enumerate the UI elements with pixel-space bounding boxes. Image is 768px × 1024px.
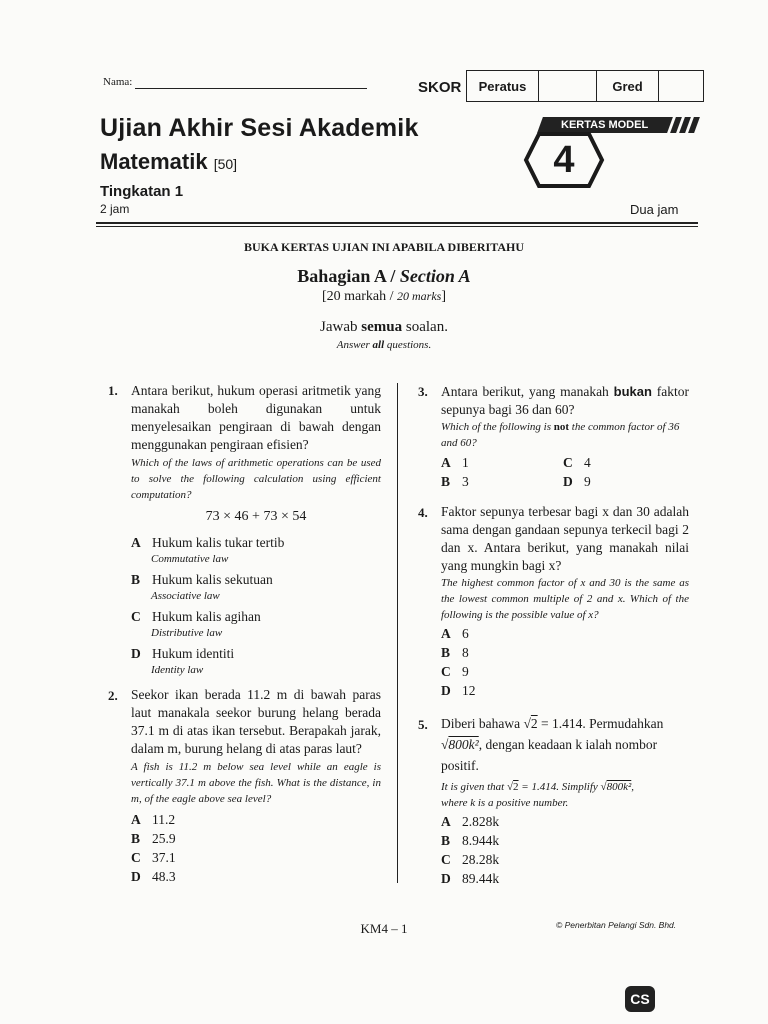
option-a[interactable]: A 6 — [441, 626, 469, 641]
option-c[interactable]: C 28.28k — [441, 852, 500, 867]
option-b[interactable]: B 25.9 — [131, 831, 176, 846]
question-2 — [131, 686, 381, 886]
option-c[interactable]: C 9 — [441, 664, 469, 679]
option-c[interactable]: C Hukum kalis agihan — [131, 609, 261, 624]
instruction-ms: Jawab semua soalan. — [320, 319, 448, 335]
option-d[interactable]: D 12 — [441, 683, 476, 698]
option-c[interactable]: C 37.1 — [131, 850, 176, 865]
model-paper-banner: KERTAS MODEL — [537, 117, 673, 133]
column-divider — [397, 383, 398, 883]
form-level: Tingkatan 1 — [100, 183, 184, 200]
question-text: Diberi bahawa √2 = 1.414. Permudahkan √800k², dengan keadaan k ialah nombor positif. — [441, 716, 664, 773]
option-b[interactable]: B 3 — [441, 474, 469, 489]
option-d[interactable]: D Hukum identiti — [131, 646, 235, 661]
question-4 — [441, 503, 689, 700]
question-text-en: The highest common factor of x and 30 is the same as the lowest common multiple of 2 and x. Which of the following is the possible value of x? — [441, 577, 689, 621]
header-rule — [96, 222, 698, 224]
subject-title: Matematik [50] — [100, 149, 238, 174]
option-b[interactable]: B 8 — [441, 645, 469, 660]
copyright: © Penerbitan Pelangi Sdn. Bhd. — [556, 920, 677, 930]
option-a[interactable]: A 1 — [441, 455, 469, 470]
question-1 — [131, 382, 381, 677]
question-number: 4. — [418, 505, 428, 520]
question-5 — [441, 713, 691, 888]
score-label: SKOR — [418, 79, 462, 96]
question-text-en: A fish is 11.2 m below sea level while an eagle is vertically 37.1 m above the fish. What is the distance, in m, of the eagle above sea level? — [131, 761, 381, 805]
option-d[interactable]: D 9 — [563, 474, 591, 489]
option-c-en: Distributive law — [151, 627, 223, 639]
section-marks: [20 markah / 20 marks] — [321, 289, 447, 304]
grade-box[interactable] — [659, 71, 702, 101]
duration-right: Dua jam — [630, 202, 679, 217]
option-a[interactable]: A Hukum kalis tukar tertib — [131, 535, 285, 550]
question-number: 1. — [108, 383, 118, 398]
square-root-symbol: √ — [523, 716, 531, 731]
section-title: Bahagian A / Section A — [297, 266, 471, 286]
question-number: 2. — [108, 688, 118, 703]
question-3 — [441, 383, 689, 491]
question-text-en: Which of the following is not the common factor of 36 and 60? — [441, 421, 680, 449]
option-b[interactable]: B Hukum kalis sekutuan — [131, 572, 273, 587]
instruction-banner: BUKA KERTAS UJIAN INI APABILA DIBERITAHU — [244, 240, 524, 254]
question-text: Seekor ikan berada 11.2 m di bawah paras laut manakala seekor burung helang berada 37.1 m di atas ikan tersebut. Berapakah jarak, dalam m, burung helang di atas paras laut? — [131, 687, 381, 756]
percent-label: Peratus — [467, 71, 539, 101]
percent-box[interactable] — [539, 71, 597, 101]
question-text-en: Which of the laws of arithmetic operations can be used to solve the following calculation using efficient computation? — [131, 457, 381, 501]
name-field-line[interactable] — [135, 88, 367, 89]
option-a[interactable]: A 2.828k — [441, 814, 500, 829]
option-b[interactable]: B 8.944k — [441, 833, 500, 848]
option-a-en: Commutative law — [151, 553, 229, 565]
camscanner-logo-icon: CS — [625, 986, 655, 1012]
option-a[interactable]: A 11.2 — [131, 812, 176, 827]
option-d[interactable]: D 89.44k — [441, 871, 500, 886]
grade-label: Gred — [597, 71, 659, 101]
instruction-en: Answer all questions. — [336, 339, 432, 351]
question-text-en: It is given that √2 = 1.414. Simplify √800k², where k is a positive number. — [441, 781, 635, 809]
paper-number: 4 — [553, 138, 575, 181]
option-b-en: Associative law — [151, 590, 220, 602]
page-number: KM4 – 1 — [360, 921, 408, 936]
question-text: Faktor sepunya terbesar bagi x dan 30 adalah sama dengan gandaan sepunya terkecil bagi 2 dan x. Antara berikut, yang manakah nilai yang mungkin bagi x? — [441, 504, 689, 573]
name-label: Nama: — [103, 76, 133, 88]
question-text: Antara berikut, hukum operasi aritmetik yang manakah boleh digunakan untuk menyelesaikan pengiraan di bawah dengan menggunakan pengiraan efisien? — [131, 383, 381, 452]
header-rule-thin — [96, 226, 698, 227]
score-table — [466, 70, 704, 102]
calculation-expression: 73 × 46 + 73 × 54 — [205, 509, 307, 524]
option-c[interactable]: C 4 — [563, 455, 591, 470]
duration-left: 2 jam — [100, 202, 130, 216]
square-root-symbol: √ — [441, 737, 449, 752]
option-d-en: Identity law — [151, 664, 204, 676]
page-title: Ujian Akhir Sesi Akademik — [100, 114, 419, 142]
option-d[interactable]: D 48.3 — [131, 869, 176, 884]
question-number: 5. — [418, 717, 428, 732]
question-text: Antara berikut, yang manakah bukan faktor sepunya bagi 36 dan 60? — [441, 384, 690, 417]
question-number: 3. — [418, 384, 428, 399]
